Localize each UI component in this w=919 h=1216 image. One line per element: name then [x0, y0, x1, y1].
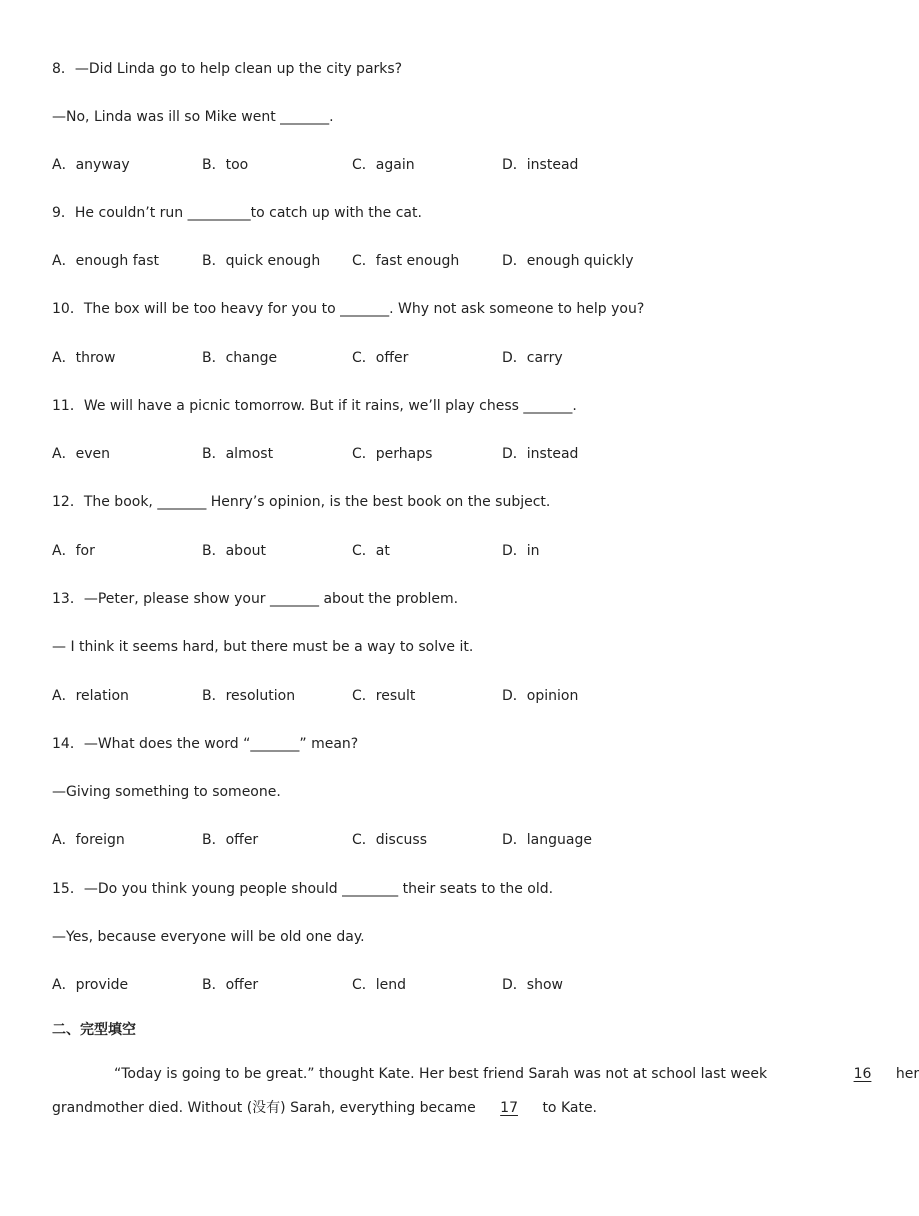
cloze-text-2b: to Kate. [542, 1100, 598, 1116]
section-2-title: 二、完型填空 [52, 1022, 136, 1038]
question-15-option-d: D．show [502, 977, 563, 993]
question-15-option-c: C．lend [352, 977, 407, 993]
question-13-reply: — I think it seems hard, but there must be a way to solve it. [52, 639, 474, 655]
question-13-option-a: A．relation [52, 688, 129, 704]
question-15-reply: —Yes, because everyone will be old one day. [52, 929, 365, 945]
cloze-paragraph-line-1 [52, 1064, 919, 1084]
cloze-blank-17: 17 [500, 1100, 518, 1116]
question-9-option-c: C．fast enough [352, 253, 460, 269]
cloze-text-2a: grandmother died. Without (没有) Sarah, everything became [52, 1100, 476, 1116]
question-13-option-d: D．opinion [502, 688, 579, 704]
question-11-option-b: B．almost [202, 446, 274, 462]
question-13-option-c: C．result [352, 688, 416, 704]
question-8-option-d: D．instead [502, 157, 579, 173]
question-14-reply: —Giving something to someone. [52, 784, 281, 800]
question-14-option-a: A．foreign [52, 832, 125, 848]
question-8-stem: 8．—Did Linda go to help clean up the city parks? [52, 61, 403, 77]
question-14-option-c: C．discuss [352, 832, 428, 848]
cloze-text-1b: her [895, 1066, 919, 1082]
question-11-option-c: C．perhaps [352, 446, 433, 462]
question-10-option-d: D．carry [502, 350, 563, 366]
question-11-option-a: A．even [52, 446, 110, 462]
question-14-stem: 14．—What does the word “_______” mean? [52, 736, 359, 752]
question-9-option-a: A．enough fast [52, 253, 160, 269]
question-14-option-b: B．offer [202, 832, 259, 848]
question-12-stem: 12．The book, _______ Henry’s opinion, is the best book on the subject. [52, 494, 551, 510]
question-10-option-b: B．change [202, 350, 278, 366]
question-9-stem: 9．He couldn’t run _________to catch up with the cat. [52, 205, 422, 221]
question-13-option-b: B．resolution [202, 688, 296, 704]
question-15-option-a: A．provide [52, 977, 129, 993]
question-12-option-b: B．about [202, 543, 266, 559]
question-15-option-b: B．offer [202, 977, 259, 993]
question-10-stem: 10．The box will be too heavy for you to _______. Why not ask someone to help you? [52, 301, 645, 317]
question-9-option-b: B．quick enough [202, 253, 321, 269]
question-8-reply: —No, Linda was ill so Mike went _______. [52, 109, 334, 125]
question-14-option-d: D．language [502, 832, 592, 848]
question-10-option-a: A．throw [52, 350, 116, 366]
question-8-option-b: B．too [202, 157, 249, 173]
question-13-stem: 13．—Peter, please show your _______ about the problem. [52, 591, 459, 607]
cloze-text-1a: “Today is going to be great.” thought Kate. Her best friend Sarah was not at school last week [114, 1066, 768, 1082]
question-10-option-c: C．offer [352, 350, 409, 366]
question-12-option-d: D．in [502, 543, 540, 559]
question-12-option-c: C．at [352, 543, 390, 559]
question-11-option-d: D．instead [502, 446, 579, 462]
question-11-stem: 11．We will have a picnic tomorrow. But if it rains, we’ll play chess _______. [52, 398, 577, 414]
cloze-paragraph-line-2 [52, 1098, 808, 1118]
question-12-option-a: A．for [52, 543, 95, 559]
question-9-option-d: D．enough quickly [502, 253, 634, 269]
cloze-blank-16: 16 [853, 1066, 872, 1082]
question-8-option-a: A．anyway [52, 157, 130, 173]
question-8-option-c: C．again [352, 157, 415, 173]
question-15-stem: 15．—Do you think young people should ________ their seats to the old. [52, 881, 554, 897]
